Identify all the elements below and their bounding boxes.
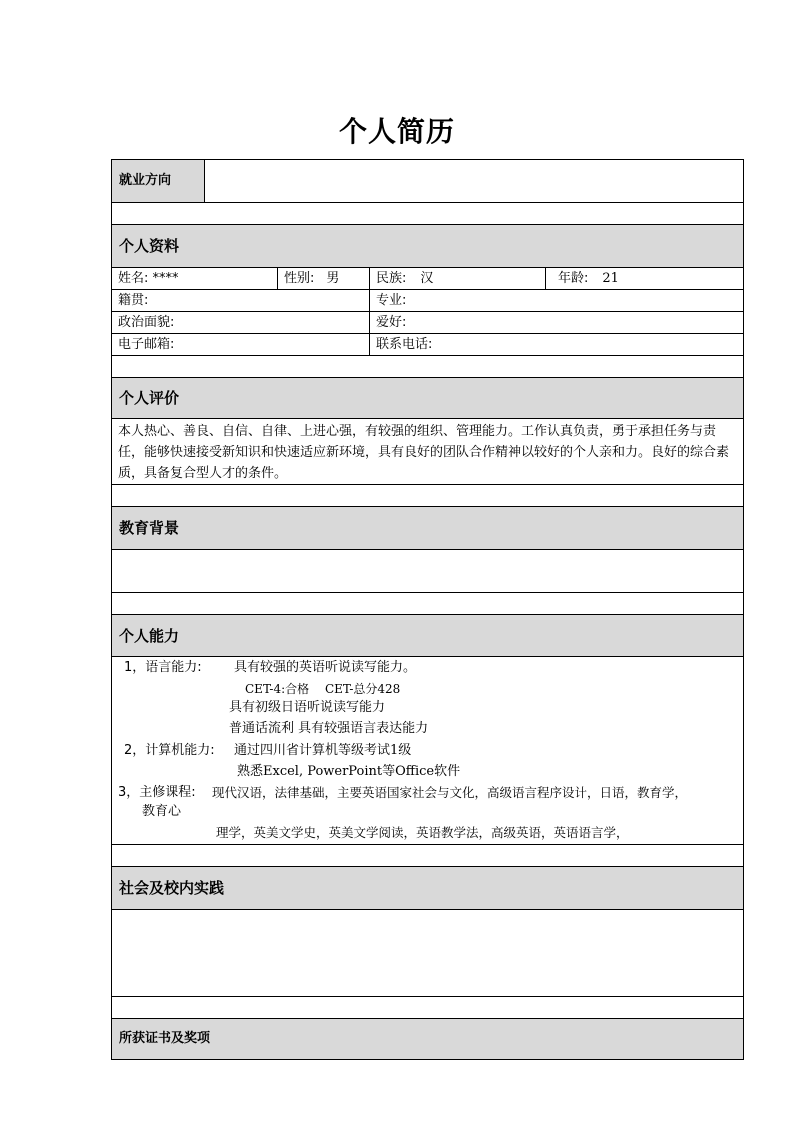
hometown-field[interactable]: 籍贯:: [118, 292, 149, 308]
skills-content: [112, 657, 743, 845]
skills-heading-row: [112, 614, 743, 656]
lang-line-3: 具有初级日语听说读写能力: [229, 700, 386, 715]
lang-line-1: 具有较强的英语听说读写能力。: [234, 660, 417, 675]
gender-field[interactable]: [277, 268, 369, 289]
hobby-field[interactable]: 爱好:: [369, 312, 743, 333]
personal-row-4: [112, 333, 743, 355]
spacer-row: [112, 202, 743, 224]
computer-line-2: 熟悉Excel, PowerPoint等Office软件: [237, 764, 461, 779]
spacer-row: [112, 355, 743, 377]
evaluation-text: 本人热心、善良、自信、自律、上进心强，有较强的组织、管理能力。工作认真负责，勇于承担任务与责任，能够快速接受新知识和快速适应新环境，具有良好的团队合作精神以较好的个人亲和力。良好的综合素质，具备复合型人才的条件。: [118, 424, 730, 481]
gender-label: 性别:: [284, 270, 315, 286]
major-field[interactable]: 专业:: [369, 290, 743, 311]
skills-row: [112, 656, 743, 844]
ethnicity-field[interactable]: [369, 268, 545, 289]
personal-heading: 个人资料: [119, 237, 180, 255]
age-value: 21: [602, 270, 619, 286]
lang-label: 1，语言能力:: [124, 660, 202, 675]
personal-row-3: [112, 311, 743, 333]
name-field[interactable]: 姓名: ****: [118, 270, 179, 286]
gender-value: 男: [326, 270, 340, 286]
email-field[interactable]: 电子邮箱:: [118, 336, 175, 352]
awards-heading-row: [112, 1018, 743, 1059]
spacer-row: [112, 592, 743, 614]
page-title: 个人简历: [338, 115, 455, 148]
education-heading: 教育背景: [119, 519, 180, 537]
practice-heading: 社会及校内实践: [119, 879, 225, 897]
practice-heading-row: [112, 866, 743, 909]
courses-line-1: 现代汉语，法律基础，主要英语国家社会与文化，高级语言程序设计，日语，教育学，: [212, 785, 688, 800]
lang-line-4: 普通话流利 具有较强语言表达能力: [229, 721, 429, 736]
skills-heading: 个人能力: [119, 626, 180, 645]
computer-label: 2，计算机能力:: [124, 743, 215, 758]
personal-heading-row: [112, 224, 743, 267]
career-row: [112, 160, 743, 202]
spacer-row: [112, 484, 743, 506]
lang-line-2: CET-4:合格 CET-总分428: [245, 682, 401, 696]
age-label: 年龄:: [558, 270, 589, 286]
personal-row-2: [112, 289, 743, 311]
evaluation-heading-row: [112, 377, 743, 418]
phone-field[interactable]: 联系电话:: [369, 334, 743, 355]
ethnicity-label: 民族:: [376, 270, 407, 286]
evaluation-row: [112, 418, 743, 484]
age-field[interactable]: [545, 268, 743, 289]
practice-content-row[interactable]: [112, 909, 743, 996]
courses-line-3: 理学，英美文学史，英美文学阅读，英语教学法，高级英语，英语语言学，: [216, 825, 629, 840]
computer-line-1: 通过四川省计算机等级考试1级: [234, 743, 412, 758]
awards-heading: 所获证书及奖项: [119, 1031, 211, 1046]
personal-row-1: [112, 267, 743, 289]
ethnicity-value: 汉: [420, 270, 434, 286]
politics-field[interactable]: 政治面貌:: [118, 314, 175, 330]
evaluation-heading: 个人评价: [119, 389, 180, 407]
spacer-row: [112, 844, 743, 866]
courses-line-2: 教育心: [142, 804, 182, 819]
resume-table: [111, 159, 744, 1060]
career-value[interactable]: [204, 160, 743, 202]
education-content-row[interactable]: [112, 549, 743, 592]
education-heading-row: [112, 506, 743, 549]
spacer-row: [112, 996, 743, 1018]
career-label: 就业方向: [112, 160, 204, 202]
courses-label: 3，主修课程:: [118, 785, 196, 800]
